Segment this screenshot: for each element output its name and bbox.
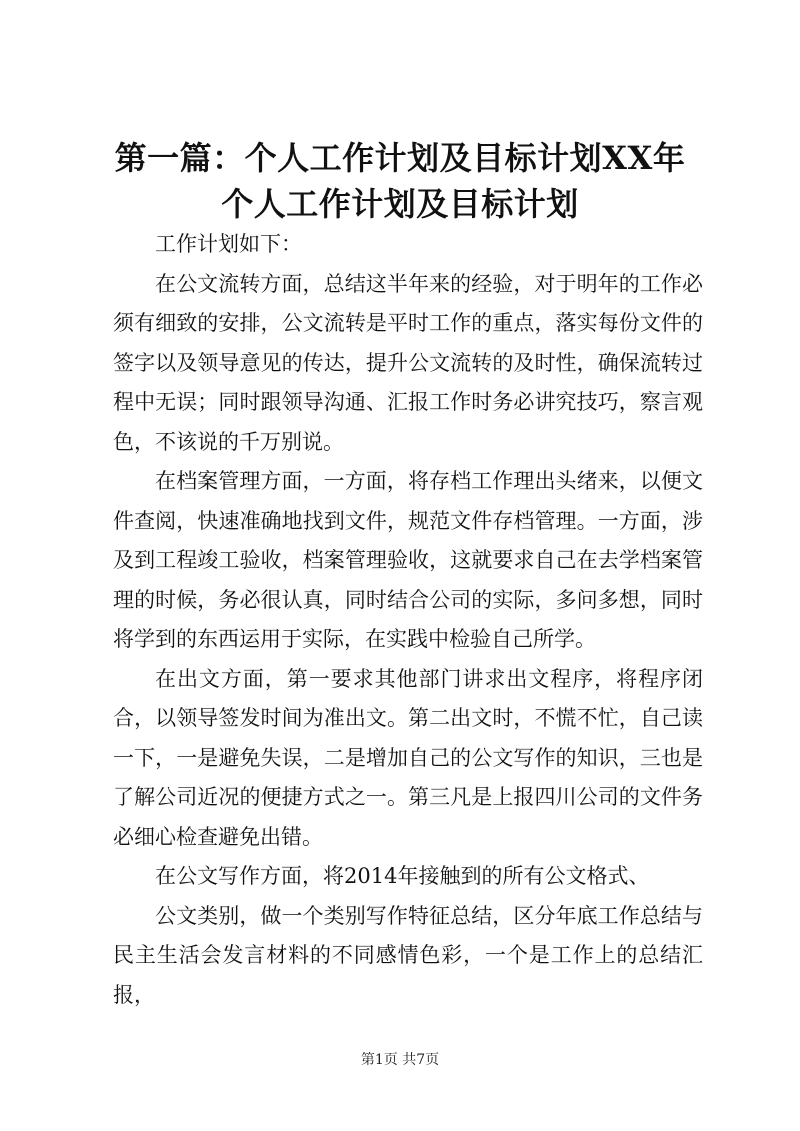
document-title: 第一篇：个人工作计划及目标计划XX年个人工作计划及目标计划 (114, 139, 686, 223)
page-footer: 第1页 共7页 (360, 1052, 440, 1068)
paragraph-3: 在档案管理方面，一方面，将存档工作理出头绪来，以便文件查阅，快速准确地找到文件，规范文件存档管理。一方面，涉及到工程竣工验收，档案管理验收，这就要求自己在去学档案管理的时候，务必很认真，同时结合公司的实际，多问多想，同时将学到的东西运用于实际，在实践中检验自己所学。 (113, 469, 703, 651)
paragraph-2: 在公文流转方面，总结这半年来的经验，对于明年的工作必须有细致的安排，公文流转是平时工作的重点，落实每份文件的签字以及领导意见的传达，提升公文流转的及时性，确保流转过程中无误；同时跟领导沟通、汇报工作时务必讲究技巧，察言观色，不该说的千万别说。 (113, 271, 703, 454)
document-body (113, 225, 703, 1015)
paragraph-6: 公文类别，做一个类别写作特征总结，区分年底工作总结与民主生活会发言材料的不同感情色彩，一个是工作上的总结汇报， (113, 903, 703, 1007)
paragraph-5: 在公文写作方面，将2014年接触到的所有公文格式、 (155, 864, 650, 888)
paragraph-1: 工作计划如下： (155, 232, 302, 256)
paragraph-4: 在出文方面，第一要求其他部门讲求出文程序，将程序闭合，以领导签发时间为准出文。第二出文时，不慌不忙，自己读一下，一是避免失误，二是增加自己的公文写作的知识，三也是了解公司近况的便捷方式之一。第三凡是上报四川公司的文件务必细心检查避免出错。 (113, 666, 703, 849)
